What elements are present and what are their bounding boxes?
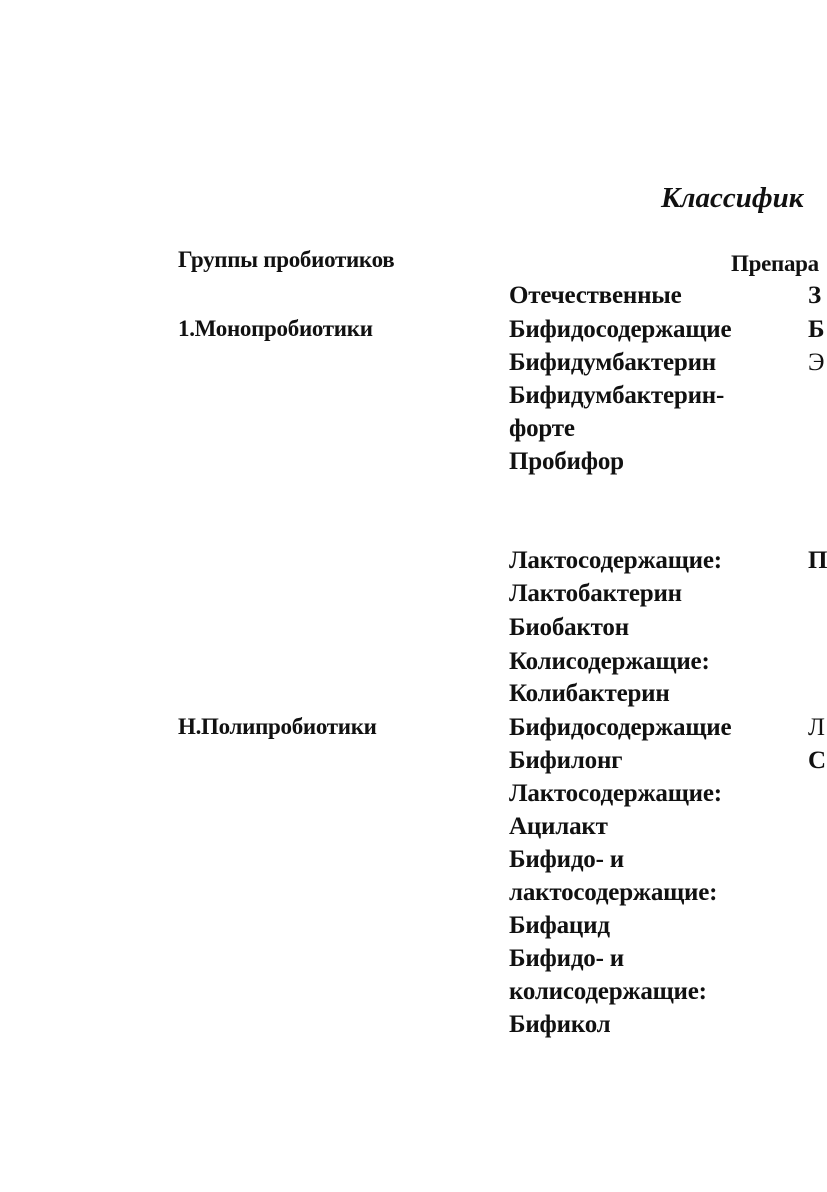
- prep-item: Лактобактерин: [509, 580, 682, 607]
- group-mono: 1.Монопробиотики: [178, 316, 373, 341]
- prep-item: форте: [509, 415, 575, 442]
- header-groups: Группы пробиотиков: [178, 247, 395, 272]
- prep-item: Бификол: [509, 1011, 611, 1038]
- prep-item: Ацилакт: [509, 813, 608, 840]
- foreign-item: Э: [808, 349, 825, 376]
- prep-item: Колибактерин: [509, 680, 670, 707]
- prep-item: Лактосодержащие:: [509, 780, 722, 807]
- foreign-item: Л: [808, 714, 825, 741]
- page-title: Классифик: [661, 182, 804, 214]
- group-poly: Н.Полипробиотики: [178, 714, 377, 739]
- foreign-item: С: [808, 747, 827, 774]
- prep-item: Бифидумбактерин: [509, 349, 716, 376]
- foreign-item: З: [808, 282, 822, 309]
- foreign-item: Б: [808, 316, 825, 343]
- prep-item: Колисодержащие:: [509, 648, 710, 675]
- prep-item: Пробифор: [509, 448, 624, 475]
- prep-item: Лактосодержащие:: [509, 547, 722, 574]
- prep-item: Бифидосодержащие: [509, 316, 732, 343]
- prep-item: Бифидо- и: [509, 846, 624, 873]
- prep-item: Биобактон: [509, 614, 629, 641]
- prep-item: Бифидо- и: [509, 945, 624, 972]
- prep-item: лактосодержащие:: [509, 879, 718, 906]
- prep-item: Бифацид: [509, 912, 610, 939]
- prep-item: Бифидосодержащие: [509, 714, 732, 741]
- prep-item: Бифилонг: [509, 747, 623, 774]
- prep-item: колисодержащие:: [509, 978, 707, 1005]
- prep-item: Бифидумбактерин-: [509, 382, 725, 409]
- subheader-domestic: Отечественные: [509, 282, 682, 309]
- foreign-item: П: [808, 547, 827, 574]
- header-preparations: Препара: [731, 251, 819, 276]
